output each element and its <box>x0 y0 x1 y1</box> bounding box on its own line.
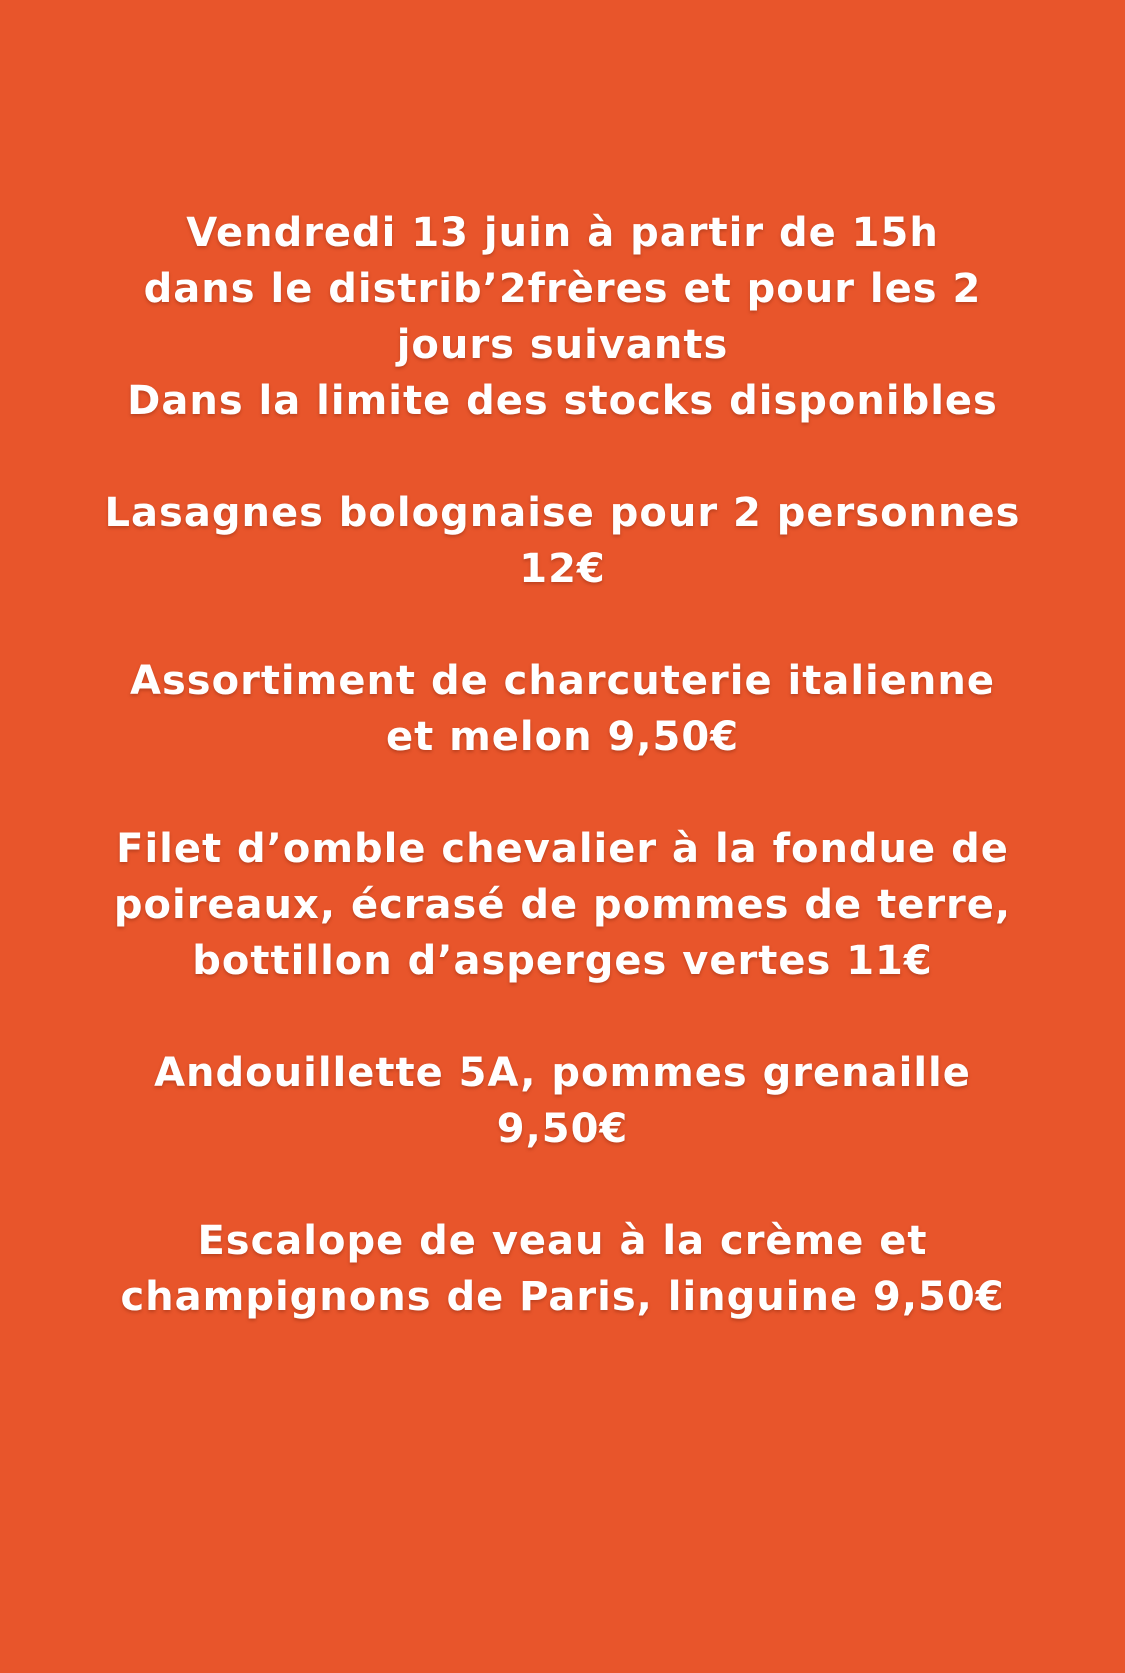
menu-item-text-price: et melon 9,50€ <box>385 714 740 760</box>
menu-item-text: Andouillette 5A, pommes grenaille <box>154 1050 971 1096</box>
spacer <box>0 765 1125 821</box>
menu-text <box>0 205 1125 1325</box>
menu-item-text-price: champignons de Paris, linguine 9,50€ <box>120 1274 1005 1320</box>
menu-item-text: Filet d’omble chevalier à la fondue de <box>116 826 1009 872</box>
intro-line-location: dans le distrib’2frères et pour les 2 <box>143 266 982 312</box>
intro-line-date: Vendredi 13 juin à partir de 15h <box>186 210 939 256</box>
spacer <box>0 1157 1125 1213</box>
menu-item-escalope <box>0 1213 1125 1325</box>
spacer <box>0 429 1125 485</box>
menu-item-price: 9,50€ <box>496 1106 629 1152</box>
menu-item-text: Escalope de veau à la crème et <box>197 1218 928 1264</box>
intro-block <box>0 205 1125 429</box>
menu-item-lasagnes <box>0 485 1125 597</box>
menu-item-andouillette <box>0 1045 1125 1157</box>
menu-item-charcuterie <box>0 653 1125 765</box>
spacer <box>0 597 1125 653</box>
menu-item-text-price: bottillon d’asperges vertes 11€ <box>192 938 933 984</box>
menu-item-text: Lasagnes bolognaise pour 2 personnes <box>104 490 1021 536</box>
menu-item-price: 12€ <box>519 546 606 592</box>
menu-item-omble <box>0 821 1125 989</box>
menu-item-text: poireaux, écrasé de pommes de terre, <box>113 882 1012 928</box>
intro-line-duration: jours suivants <box>396 322 729 368</box>
intro-line-stock-notice: Dans la limite des stocks disponibles <box>127 378 998 424</box>
spacer <box>0 989 1125 1045</box>
menu-item-text: Assortiment de charcuterie italienne <box>130 658 995 704</box>
